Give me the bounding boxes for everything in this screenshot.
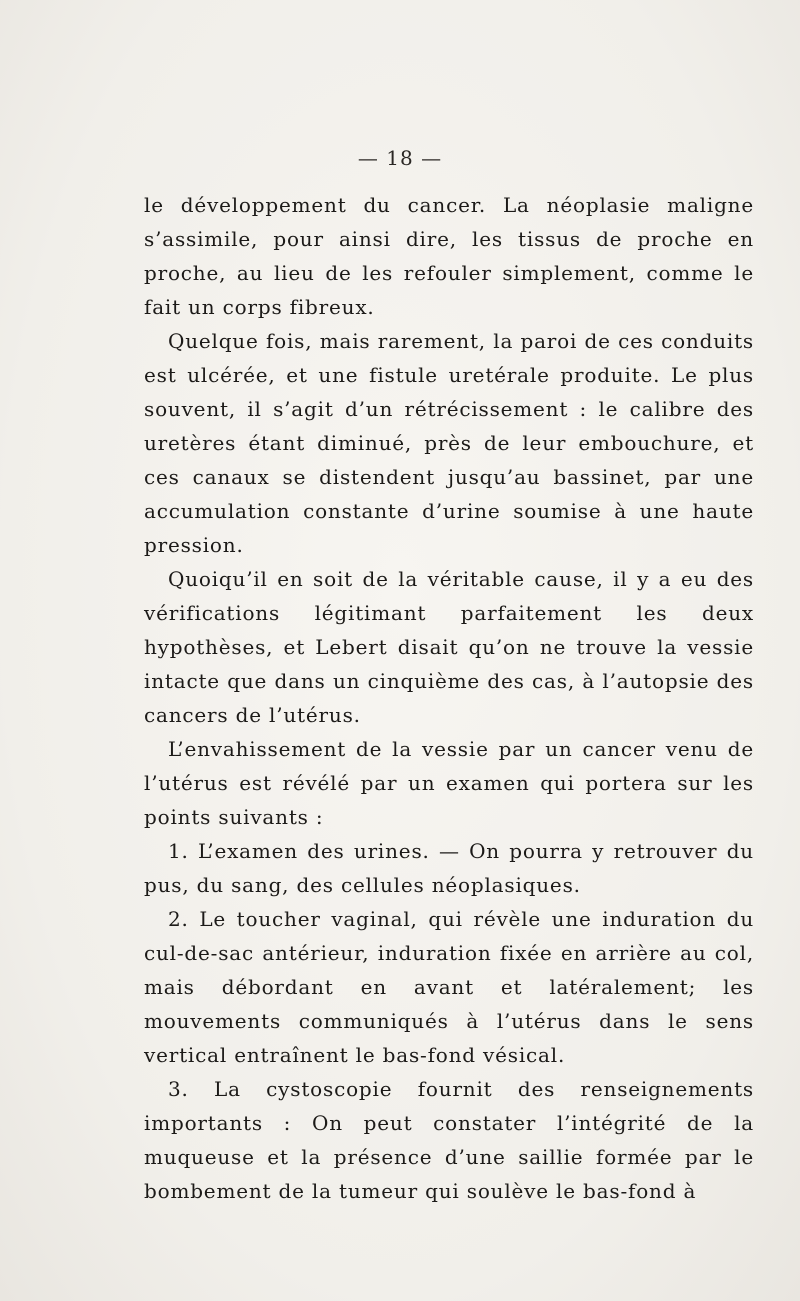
- body-text: [144, 188, 754, 1208]
- list-item-vaginal-exam: 2. Le toucher vaginal, qui révèle une induration du cul-de-sac antérieur, induration fixée en arrière au col, mais débordant en avant et latéralement; les mouvements communiqués à l’utérus dans le sens vertical entraînent le bas-fond vésical.: [144, 907, 754, 1067]
- page-number: — 18 —: [357, 146, 443, 170]
- paragraph-lebert-observation: Quoiqu’il en soit de la véritable cause, il y a eu des vérifications légitimant parfaitement les deux hypothèses, et Lebert disait qu’on ne trouve la vessie intacte que dans un cinquième des cas, à l’autopsie des cancers de l’utérus.: [144, 567, 754, 727]
- paragraph-continuation: le développement du cancer. La néoplasie maligne s’assimile, pour ainsi dire, les tissus de proche en proche, au lieu de les refouler simplement, comme le fait un corps fibreux.: [144, 193, 754, 319]
- paragraph-bladder-invasion: L’envahissement de la vessie par un cancer venu de l’utérus est révélé par un examen qui portera sur les points suivants :: [144, 737, 754, 829]
- list-item-cystoscopy: 3. La cystoscopie fournit des renseignements importants : On peut constater l’intégrité de la muqueuse et la présence d’une saillie formée par le bombement de la tumeur qui soulève le bas-fond à: [144, 1077, 754, 1203]
- list-item-urine-exam: 1. L’examen des urines. — On pourra y retrouver du pus, du sang, des cellules néoplasiques.: [144, 839, 754, 897]
- paragraph-ureter-lesions: Quelque fois, mais rarement, la paroi de ces conduits est ulcérée, et une fistule uretérale produite. Le plus souvent, il s’agit d’un rétrécissement : le calibre des uretères étant diminué, près de leur embouchure, et ces canaux se distendent jusqu’au bassinet, par une accumulation constante d’urine soumise à une haute pression.: [144, 329, 754, 557]
